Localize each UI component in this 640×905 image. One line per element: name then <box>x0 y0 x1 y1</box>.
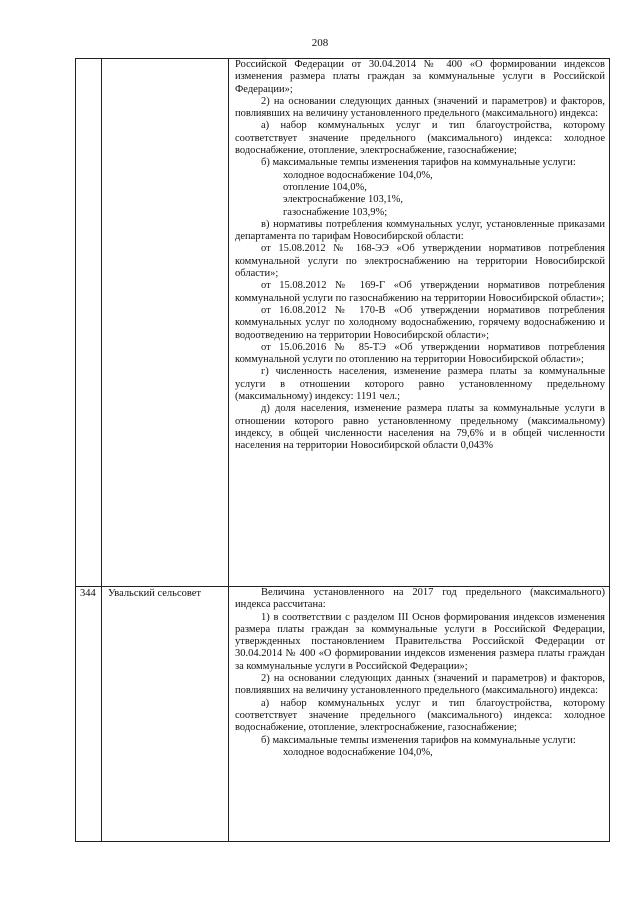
document-table <box>75 58 610 842</box>
table-row <box>76 59 610 587</box>
municipality-name-cell <box>102 59 229 587</box>
text-paragraph: от 15.06.2016 № 85-ТЭ «Об утверждении нормативов потребления коммунальной услуги по отоплению на территории Новосибирской области»; <box>235 341 605 366</box>
table-row <box>76 587 610 842</box>
row-number-cell: 344 <box>76 587 102 842</box>
municipality-name-cell: Увальский сельсовет <box>102 587 229 842</box>
justification-text-cell <box>229 587 610 842</box>
text-paragraph: от 15.08.2012 № 168-ЭЭ «Об утверждении нормативов потребления коммунальной услуги по электроснабжению на территории Новосибирской области»; <box>235 243 605 280</box>
text-paragraph: а) набор коммунальных услуг и тип благоустройства, которому соответствует значение предельного (максимального) индекса: холодное водоснабжение, отопление, электроснабжение, газоснабжение; <box>235 697 605 734</box>
text-paragraph: Российской Федерации от 30.04.2014 № 400 «О формировании индексов изменения размера платы граждан за коммунальные услуги в Российской Федерации»; <box>235 59 605 95</box>
text-paragraph: 1) в соответствии с разделом III Основ формирования индексов изменения размера платы граждан за коммунальные услуги в Российской Федерации, утвержденных постановлением Правительства Российской Федерации от 30.04.2014 № 400 «О формировании индексов изменения размера платы граждан за коммунальные услуги в Российской Федерации»; <box>235 611 605 672</box>
text-paragraph: б) максимальные темпы изменения тарифов на коммунальные услуги: <box>261 157 576 169</box>
text-paragraph: газоснабжение 103,9%; <box>283 206 388 218</box>
text-paragraph: 2) на основании следующих данных (значений и параметров) и факторов, повлиявших на величину установленного предельного (максимального) индекса: <box>235 673 605 697</box>
text-paragraph: в) нормативы потребления коммунальных услуг, установленные приказами департамента по тарифам Новосибирской области: <box>235 218 605 243</box>
text-paragraph: г) численность населения, изменение размера платы за коммунальные услуги в отношении которого равно установленному предельному (максимальному) индексу: 1191 чел.; <box>235 366 605 403</box>
justification-text-cell <box>229 59 610 587</box>
text-paragraph: 2) на основании следующих данных (значений и параметров) и факторов, повлиявших на величину установленного предельного (максимального) индекса: <box>235 95 605 120</box>
text-paragraph: от 15.08.2012 № 169-Г «Об утверждении нормативов потребления коммунальной услуги по газоснабжению на территории Новосибирской области»; <box>235 280 605 304</box>
text-paragraph: холодное водоснабжение 104,0%, <box>283 169 433 181</box>
row-number-cell <box>76 59 102 587</box>
text-paragraph: отопление 104,0%, <box>283 181 367 193</box>
text-paragraph: д) доля населения, изменение размера платы за коммунальные услуги в отношении которого равно установленному предельному (максимальному) индексу, в общей численности населения на 79,6% и в общей численности населения на территории Новосибирской области 0,043% <box>235 403 605 452</box>
text-paragraph: б) максимальные темпы изменения тарифов на коммунальные услуги: <box>261 734 576 746</box>
page-number: 208 <box>311 37 329 49</box>
text-paragraph: холодное водоснабжение 104,0%, <box>283 746 433 758</box>
text-paragraph: электроснабжение 103,1%, <box>283 194 403 206</box>
text-paragraph: Величина установленного на 2017 год предельного (максимального) индекса рассчитана: <box>235 587 605 611</box>
text-paragraph: от 16.08.2012 № 170-В «Об утверждении нормативов потребления коммунальных услуг по холодному водоснабжению, горячему водоснабжению и водоотведению на территории Новосибирской области»; <box>235 304 605 341</box>
text-paragraph: а) набор коммунальных услуг и тип благоустройства, которому соответствует значение предельного (максимального) индекса: холодное водоснабжение, отопление, электроснабжение, газоснабжение; <box>235 120 605 157</box>
